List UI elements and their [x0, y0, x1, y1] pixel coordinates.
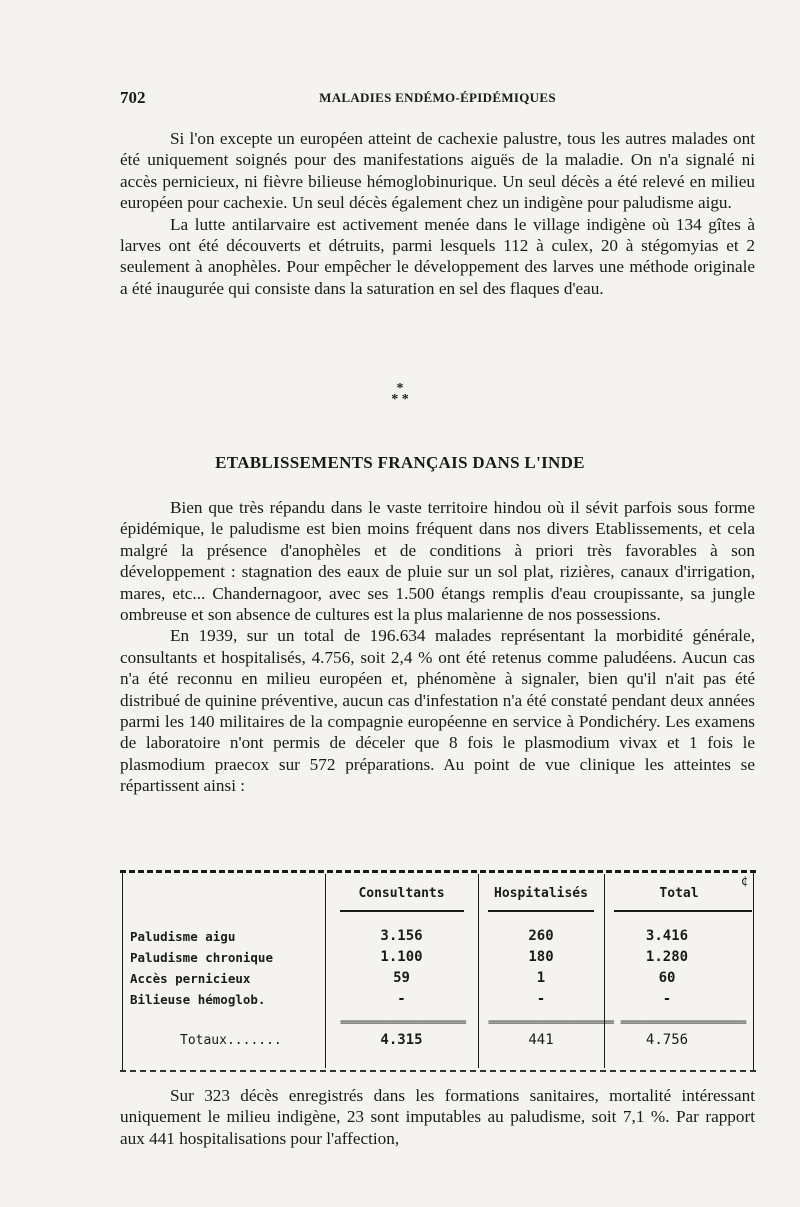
asterism-top: * — [396, 381, 404, 396]
paragraph: La lutte antilarvaire est activement menée dans le village indigène où 134 gîtes à larves ont été découverts et détruits, parmi lesquels 112 à culex, 20 à stégomyias et 2 seulement à anophèles. Pour empêcher le développement des larves une méthode originale a été inaugurée qui consiste dans la saturation en sel des flaques d'eau. — [120, 214, 755, 298]
running-title: MALADIES ENDÉMO-ÉPIDÉMIQUES — [319, 90, 556, 105]
totals-rule: ========================= — [340, 1017, 466, 1028]
paragraph: Si l'on excepte un européen atteint de cachexie palustre, tous les autres malades ont été uniquement soignés pour des manifestations aiguës de la maladie. On n'a signalé ni accès pernicieux, ni fièvre bilieuse hémoglobinurique. Un seul décès a été relevé en milieu européen pour cachexie. Un seul décès également chez un indigène pour paludisme aigu. — [120, 129, 755, 213]
header-rule — [488, 910, 594, 912]
row-label-paludisme-aigu: Paludisme aigu — [130, 929, 236, 944]
totals-rule: ========================= — [620, 1017, 746, 1028]
paragraph: En 1939, sur un total de 196.634 malades représentant la morbidité générale, consultants et hospitalisés, 4.756, soit 2,4 % ont été retenus comme paludéens. Aucun cas n'a été reconnu en milieu européen et, phénomène à signaler, bien qu'il n'ait pas été distribué de quinine préventive, aucun cas d'infestation n'a été constaté pendant deux années parmi les 140 militaires de la compagnie européenne en service à Pondichéry. Les examens de laboratoire n'ont permis de déceler que 8 fois le plasmodium vivax et 1 fois le plasmodium praecox sur 572 préparations. Au point de vue clinique les atteintes se répartissent ainsi : — [120, 626, 755, 796]
cell-hospitalises: - — [536, 991, 546, 1007]
text-block-intro — [120, 128, 755, 299]
cell-consultants: - — [397, 991, 406, 1007]
totals-label: Totaux....... — [180, 1033, 282, 1048]
table-top-border — [120, 870, 756, 873]
section-title: ETABLISSEMENTS FRANÇAIS DANS L'INDE — [215, 453, 585, 472]
asterism-separator — [0, 383, 800, 405]
header-hospitalises: Hospitalisés — [494, 886, 588, 901]
table-left-border — [122, 872, 123, 1070]
row-label-acces-pernicieux: Accès pernicieux — [130, 971, 251, 986]
total-hospitalises: 441 — [528, 1032, 554, 1048]
page-header — [120, 88, 755, 112]
page-number: 702 — [120, 88, 146, 107]
totals-rule: ========================= — [488, 1017, 614, 1028]
table-right-border — [753, 872, 754, 1070]
total-consultants: 4.315 — [380, 1032, 423, 1048]
header-rule — [614, 910, 752, 912]
table-bottom-border — [120, 1070, 756, 1072]
cell-hospitalises: 180 — [528, 949, 554, 965]
text-block-deces — [120, 1085, 755, 1149]
cell-total: 1.280 — [645, 949, 689, 965]
statistics-table — [120, 862, 756, 1078]
paragraph: Bien que très répandu dans le vaste territoire hindou où il sévit parfois sous forme épidémique, le paludisme est bien moins fréquent dans nos divers Etablissements, et cela malgré la présence d'anophèles et de conditions à priori très favorables à son développement : stagnation des eaux de pluie sur un sol plat, rizières, canaux d'irrigation, mares, etc... Chandernagoor, avec ses 1.500 étangs remplis d'eau croupissante, sa jungle ombreuse et son absence de cultures est la plus malarienne de nos possessions. — [120, 498, 755, 625]
text-block-inde — [120, 497, 755, 797]
header-rule — [340, 910, 464, 912]
total-total: 4.756 — [645, 1032, 689, 1048]
cell-hospitalises: 1 — [536, 970, 546, 986]
cell-total: 3.416 — [645, 928, 689, 944]
cell-consultants: 3.156 — [380, 928, 423, 944]
header-total: Total — [659, 886, 699, 901]
cell-consultants: 59 — [393, 970, 410, 986]
row-label-bilieuse: Bilieuse hémoglob. — [130, 992, 266, 1007]
cell-consultants: 1.100 — [380, 949, 423, 965]
cell-total: - — [662, 991, 672, 1007]
row-label-paludisme-chronique: Paludisme chronique — [130, 950, 273, 965]
paragraph: Sur 323 décès enregistrés dans les formations sanitaires, mortalité intéressant uniquement le milieu indigène, 23 sont imputables au paludisme, soit 7,1 %. Par rapport aux 441 hospitalisations pour l'affection, — [120, 1086, 755, 1148]
header-consultants: Consultants — [358, 886, 445, 901]
margin-mark: ¢ — [740, 874, 748, 888]
cell-hospitalises: 260 — [528, 928, 554, 944]
asterism-bottom: * * — [391, 392, 409, 407]
cell-total: 60 — [658, 970, 676, 986]
